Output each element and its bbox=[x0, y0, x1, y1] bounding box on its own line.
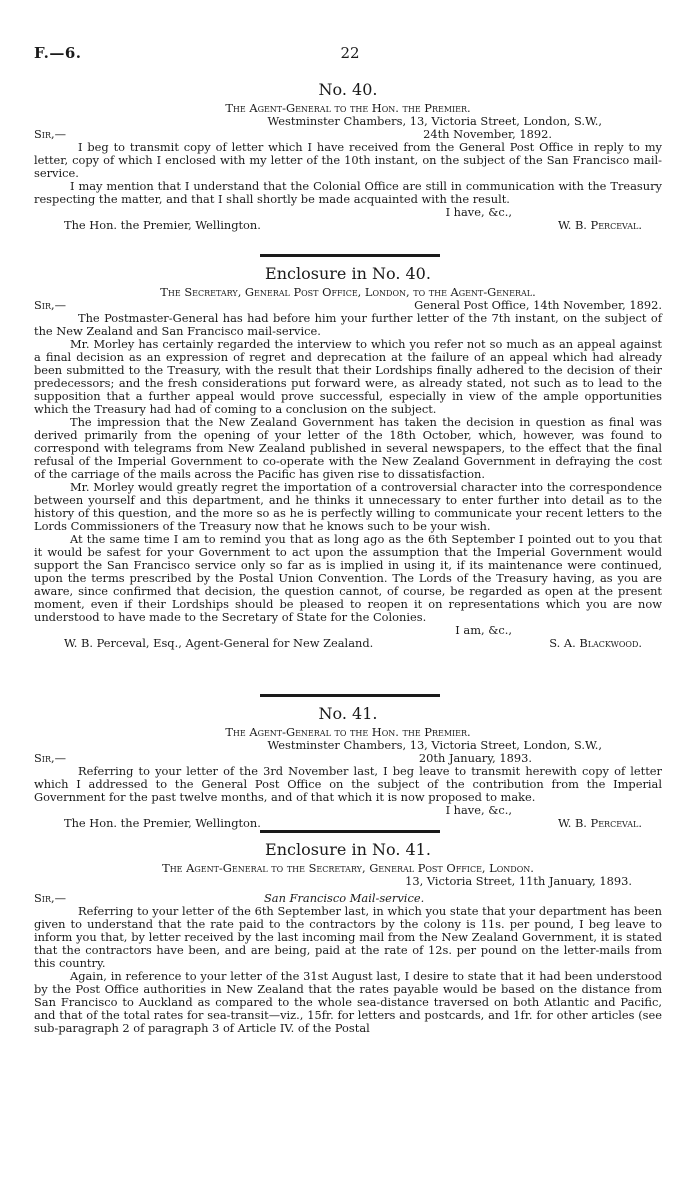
enclosure-date: 13, Victoria Street, 11th January, 1893. bbox=[405, 874, 632, 888]
document-reference: F.—6. bbox=[34, 44, 82, 62]
paragraph: Mr. Morley has certainly regarded the interview to which you refer not so much as an appeal against a final decision as an expression of regret and deprecation at the failure of an appeal which had already been submitted to the Treasury, with the result that their Lordships finally adhered to the decision of their predecessors; and the fresh considerations put forward were, as already stated, not such as to lead to the supposition that a further appeal would prove successful, especially in view of the ample opportunities which the Treasury had had of coming to a conclusion on the subject. bbox=[34, 337, 662, 416]
letter-no-40 bbox=[34, 80, 662, 232]
addressee: W. B. Perceval, Esq., Agent-General for New Zealand. bbox=[64, 636, 374, 650]
enclosure-no-41 bbox=[34, 840, 662, 1035]
enclosure-date: General Post Office, 14th November, 1892. bbox=[414, 298, 662, 312]
addressee: The Hon. the Premier, Wellington. bbox=[64, 816, 261, 830]
paragraph: I may mention that I understand that the Colonial Office are still in communication with the Treasury respecting the matter, and that I shall shortly be made acquainted with the result. bbox=[34, 179, 662, 206]
letter-date: 24th November, 1892. bbox=[423, 127, 552, 141]
signature: W. B. Perceval. bbox=[557, 816, 642, 830]
paragraph: Referring to your letter of the 3rd November last, I beg leave to transmit herewith copy of letter which I addressed to the General Post Office on the subject of the contribution from the Imperial Government for the past twelve months, and of that which it is now proposed to make. bbox=[34, 764, 662, 804]
paragraph: The Postmaster-General has had before him your further letter of the 7th instant, on the subject of the New Zealand and San Francisco mail-service. bbox=[34, 311, 662, 338]
salutation-date-row bbox=[34, 752, 662, 765]
enclosure-from-to: The Secretary, General Post Office, London, to the Agent-General. bbox=[160, 285, 536, 299]
addressee-signature-row bbox=[34, 219, 662, 232]
salutation: Sir,— bbox=[34, 891, 66, 905]
paragraph: Again, in reference to your letter of the 31st August last, I desire to state that it had been understood by the Post Office authorities in New Zealand that the rates payable would be based on the distance from San Francisco to Auckland as compared to the whole sea-distance traversed on both Atlantic and Pacific, and that of the total rates for sea-transit—viz., 15fr. for letters and postcards, and 1fr. for other articles (see sub-paragraph 2 of paragraph 3 of Article IV. of the Postal bbox=[34, 969, 662, 1035]
divider-rule bbox=[260, 694, 440, 697]
paragraph: At the same time I am to remind you that as long ago as the 6th September I pointed out to you that it would be safest for your Government to act upon the assumption that the Imperial Government would support the San Francisco service only so far as is implied in using it, if its maintenance were continued, upon the terms prescribed by the Postal Union Convention. The Lords of the Treasury having, as you are aware, since confirmed that decision, the question cannot, of course, be regarded as open at the present moment, even if their Lordships should be pleased to reopen it on representations which you are now understood to have made to the Secretary of State for the Colonies. bbox=[34, 532, 662, 624]
signature: W. B. Perceval. bbox=[557, 218, 642, 232]
closing: I have, &c., bbox=[445, 205, 512, 219]
divider-rule bbox=[260, 830, 440, 833]
letter-date: 20th January, 1893. bbox=[418, 751, 532, 765]
salutation: Sir,— bbox=[34, 127, 66, 141]
letter-address: Westminster Chambers, 13, Victoria Street, London, S.W., bbox=[267, 738, 602, 752]
addressee: The Hon. the Premier, Wellington. bbox=[64, 218, 261, 232]
closing: I am, &c., bbox=[455, 623, 512, 637]
signature: S. A. Blackwood. bbox=[549, 636, 642, 650]
closing: I have, &c., bbox=[445, 803, 512, 817]
page-header bbox=[0, 44, 700, 66]
enclosure-from-to: The Agent-General to the Secretary, General Post Office, London. bbox=[162, 861, 534, 875]
enclosure-no-40 bbox=[34, 264, 662, 650]
paragraph: Mr. Morley would greatly regret the importation of a controversial character into the correspondence between yourself and this department, and he thinks it unnecessary to enter further into detail as to the history of this question, and the more so as he is perfectly willing to communicate your recent letters to the Lords Commissioners of the Treasury now that he knows such to be your wish. bbox=[34, 480, 662, 533]
page-number: 22 bbox=[340, 44, 360, 62]
paragraph: I beg to transmit copy of letter which I have received from the General Post Office in reply to my letter, copy of which I enclosed with my letter of the 10th instant, on the subject of the San Francisco mail-service. bbox=[34, 140, 662, 180]
letter-no-41 bbox=[34, 704, 662, 830]
divider-rule bbox=[260, 254, 440, 257]
paragraph: The impression that the New Zealand Government has taken the decision in question as final was derived primarily from the opening of your letter of the 18th October, which, however, was found to correspond with telegrams from New Zealand published in several newspapers, to the effect that the final refusal of the Imperial Government to co-operate with the New Zealand Government in defraying the cost of the carriage of the mails across the Pacific has given rise to dissatisfaction. bbox=[34, 415, 662, 481]
salutation: Sir,— bbox=[34, 298, 66, 312]
salutation-subject-row bbox=[34, 892, 662, 905]
salutation-date-row bbox=[34, 299, 662, 312]
letter-from-to: The Agent-General to the Hon. the Premier. bbox=[225, 101, 471, 115]
letter-title: No. 40. bbox=[318, 80, 378, 99]
salutation: Sir,— bbox=[34, 751, 66, 765]
addressee-signature-row bbox=[34, 637, 662, 650]
salutation-date-row bbox=[34, 128, 662, 141]
letter-title: No. 41. bbox=[318, 704, 378, 723]
addressee-signature-row bbox=[34, 817, 662, 830]
letter-from-to: The Agent-General to the Hon. the Premier. bbox=[225, 725, 471, 739]
paragraph: Referring to your letter of the 6th September last, in which you state that your department has been given to understand that the rate paid to the contractors by the colony is 11s. per pound, I beg leave to inform you that, by letter received by the last incoming mail from the New Zealand Government, it is stated that the contractors have been, and are being, paid at the rate of 12s. per pound on the letter-mails from this country. bbox=[34, 904, 662, 970]
enclosure-title: Enclosure in No. 41. bbox=[265, 840, 431, 859]
letter-address: Westminster Chambers, 13, Victoria Street, London, S.W., bbox=[267, 114, 602, 128]
enclosure-title: Enclosure in No. 40. bbox=[265, 264, 431, 283]
subject-line: San Francisco Mail-service. bbox=[264, 891, 425, 905]
